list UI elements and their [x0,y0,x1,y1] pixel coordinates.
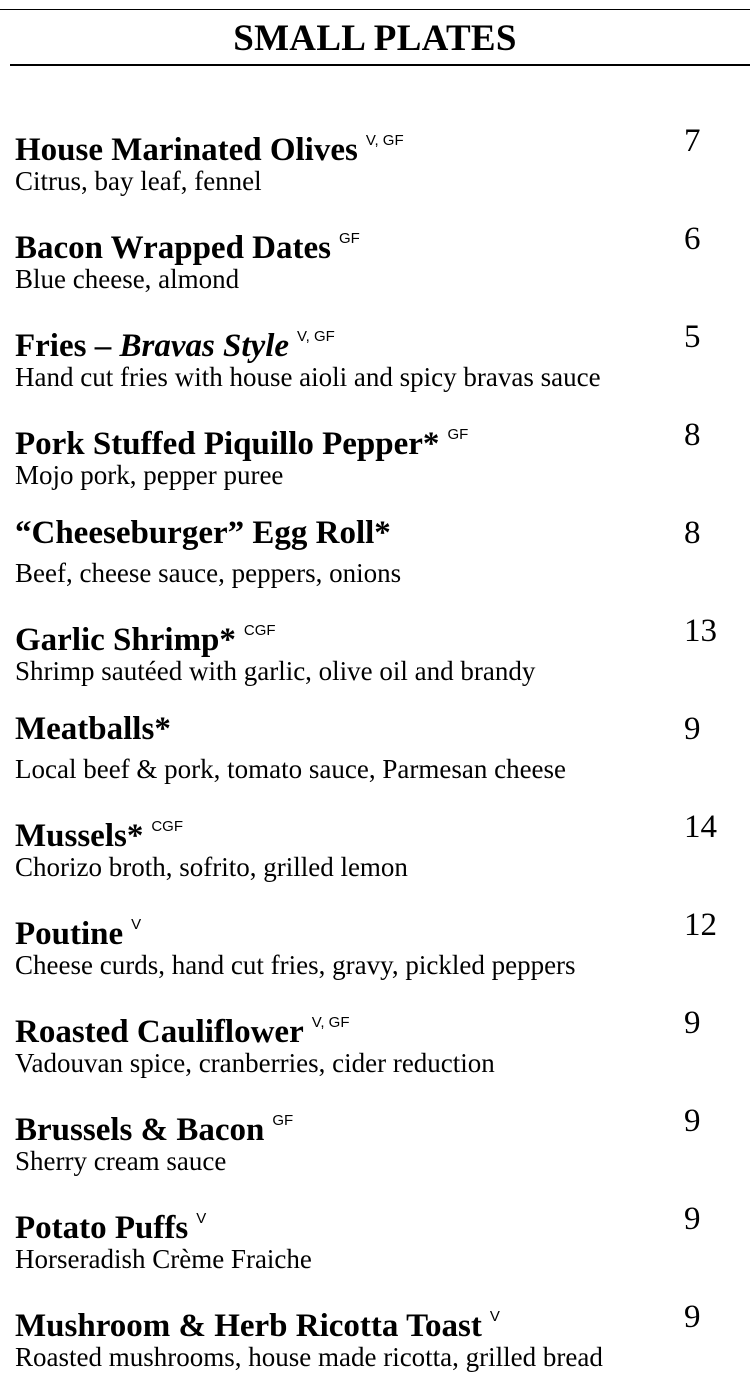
menu-item [0,216,750,314]
menu-item [0,608,750,706]
item-price: 9 [684,1201,701,1237]
item-price: 9 [684,1103,701,1139]
item-price: 14 [684,809,717,845]
item-description: Sherry cream sauce [15,1146,227,1176]
item-name-text: Potato Puffs [15,1210,189,1246]
item-description: Shrimp sautéed with garlic, olive oil and brandy [15,656,536,686]
section-title: SMALL PLATES [233,18,517,59]
item-price: 12 [684,907,717,943]
item-name-text: Pork Stuffed Piquillo Pepper* [15,426,440,462]
item-description: Chorizo broth, sofrito, grilled lemon [15,852,408,882]
menu-item [0,510,750,608]
item-description: Beef, cheese sauce, peppers, onions [15,558,402,588]
item-description: Hand cut fries with house aioli and spicy bravas sauce [15,362,601,392]
dietary-tags: V, GF [365,132,404,149]
menu-item [0,1196,750,1294]
dietary-tags: GF [272,1112,294,1129]
item-name-text: Meatballs* [15,711,171,747]
dietary-tags: GF [447,426,469,443]
item-price: 9 [684,1299,701,1335]
item-name-style: Bravas Style [119,328,290,364]
item-description: Roasted mushrooms, house made ricotta, grilled bread [15,1342,603,1372]
item-description: Horseradish Crème Fraiche [15,1244,312,1274]
item-description: Local beef & pork, tomato sauce, Parmesan cheese [15,754,567,784]
item-description: Cheese curds, hand cut fries, gravy, pickled peppers [15,950,576,980]
item-name-text: Garlic Shrimp* [15,622,236,658]
menu-list [0,118,750,1392]
menu-item [0,118,750,216]
item-name-text: Bacon Wrapped Dates [15,230,331,266]
item-price: 9 [684,1005,701,1041]
item-price: 6 [684,221,701,257]
dietary-tags: CGF [151,818,184,835]
item-name-text: “Cheeseburger” Egg Roll* [15,515,391,551]
menu-item [0,804,750,902]
item-name [15,706,171,752]
menu-item [0,706,750,804]
menu-item [0,1294,750,1392]
item-description: Blue cheese, almond [15,264,240,294]
item-name-text: Roasted Cauliflower [15,1014,304,1050]
menu-item [0,314,750,412]
item-description: Mojo pork, pepper puree [15,460,284,490]
item-price: 9 [684,711,701,747]
item-name-text: Mushroom & Herb Ricotta Toast [15,1308,482,1344]
item-name [15,510,391,556]
dietary-tags: V [489,1308,500,1325]
dietary-tags: V, GF [311,1014,350,1031]
item-name-text: Fries – [15,328,120,364]
item-price: 7 [684,123,701,159]
menu-item [0,902,750,1000]
item-price: 8 [684,515,701,551]
item-price: 13 [684,613,717,649]
item-description: Citrus, bay leaf, fennel [15,166,262,196]
menu-item [0,1000,750,1098]
menu-item [0,1098,750,1196]
item-name-text: House Marinated Olives [15,132,358,168]
item-name-text: Poutine [15,916,124,952]
item-name-text: Mussels* [15,818,144,854]
item-name-text: Brussels & Bacon [15,1112,265,1148]
dietary-tags: GF [338,230,360,247]
dietary-tags: CGF [243,622,276,639]
top-rule [0,9,750,10]
dietary-tags: V [196,1210,207,1227]
item-price: 8 [684,417,701,453]
menu-item [0,412,750,510]
dietary-tags: V [131,916,142,933]
item-description: Vadouvan spice, cranberries, cider reduction [15,1048,495,1078]
item-price: 5 [684,319,701,355]
title-underline [10,64,750,66]
dietary-tags: V, GF [297,328,335,345]
